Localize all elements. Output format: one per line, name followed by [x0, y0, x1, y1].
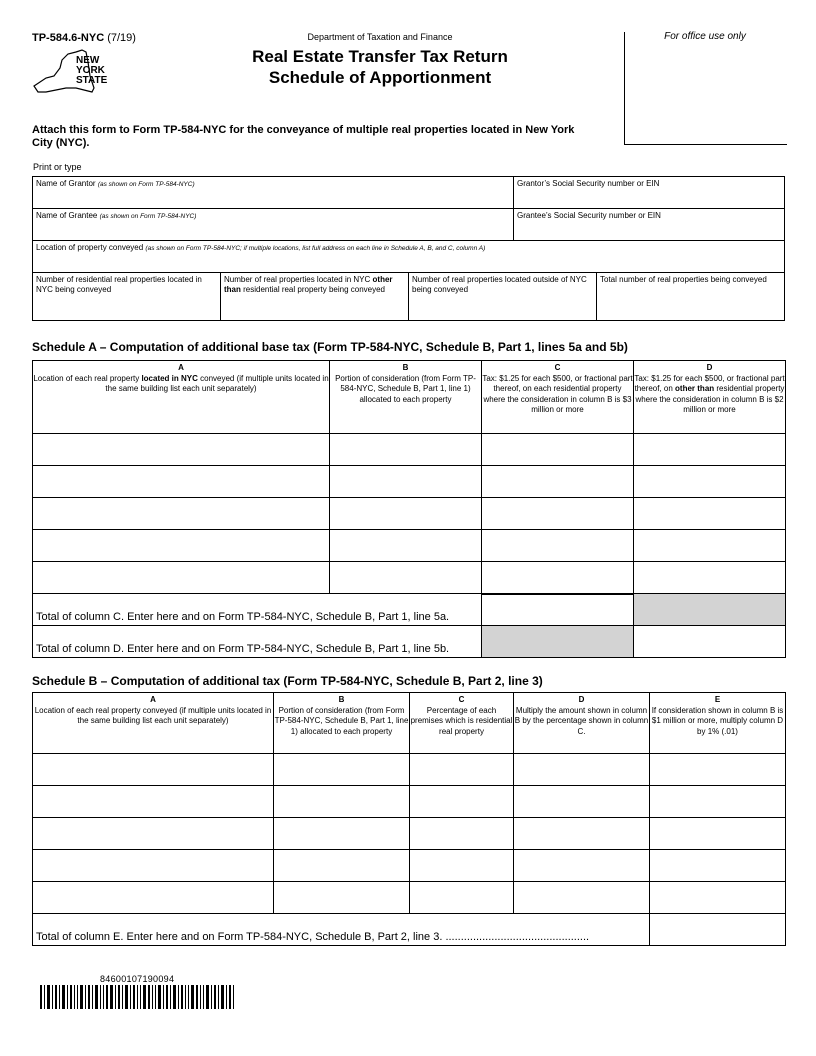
schedule-a-col-c-text: Tax: $1.25 for each $500, or fractional part thereof, on each residential property where the consideration in column B is $3 million or more	[482, 373, 633, 414]
schedule-a-col-d-letter: D	[706, 363, 713, 372]
grantee-name-label: Name of Grantee	[36, 211, 98, 220]
schedule-b-col-b-letter: B	[338, 695, 345, 704]
schedule-a-total-c-row	[33, 594, 786, 626]
logo-word-york: YORK	[76, 65, 105, 76]
schedule-a-col-c-letter: C	[554, 363, 561, 372]
schedule-b-col-d-letter: D	[578, 695, 585, 704]
schedule-b-col-d-header	[514, 693, 650, 754]
schedule-a-col-a-text-post: conveyed (if multiple units located in the same building list each unit separately)	[105, 373, 329, 393]
schedule-a-cell[interactable]	[482, 466, 634, 498]
schedule-b-cell[interactable]	[33, 818, 274, 850]
office-use-box	[624, 32, 787, 145]
grantee-name-field[interactable]	[32, 208, 514, 241]
schedule-b-col-a-text: Location of each real property conveyed (if multiple units located in the same building list each unit separately)	[34, 705, 272, 725]
schedule-b-cell[interactable]	[33, 850, 274, 882]
grantor-ssn-label: Grantor’s Social Security number or EIN	[517, 179, 660, 188]
schedule-b-total-e-row	[33, 914, 786, 946]
schedule-a-cell[interactable]	[482, 562, 634, 594]
table-row	[33, 466, 786, 498]
schedule-b-cell[interactable]	[514, 786, 650, 818]
table-row	[33, 754, 786, 786]
schedule-a-total-d-input[interactable]	[634, 626, 786, 658]
schedule-a-header-row	[33, 361, 786, 434]
schedule-b-col-d-text: Multiply the amount shown in column B by the percentage shown in column C.	[514, 705, 649, 736]
num-other-label-bold: other than	[224, 275, 393, 294]
schedule-b-col-a-letter: A	[150, 695, 156, 704]
num-other-field[interactable]	[220, 272, 409, 321]
num-outside-field[interactable]	[408, 272, 597, 321]
schedule-a-col-d-text-post: residential property where the consideration in column B is $2 million or more	[635, 384, 785, 414]
logo-word-new: NEW	[76, 55, 100, 66]
property-location-note: (as shown on Form TP-584-NYC; if multiple locations, list full address on each line in Schedule A, B, and C, column A)	[145, 245, 486, 252]
schedule-b-total-e-label: Total of column E. Enter here and on Form TP-584-NYC, Schedule B, Part 2, line 3. ...............................................	[33, 914, 650, 946]
num-outside-label: Number of real properties located outside of NYC being conveyed	[412, 275, 587, 294]
num-total-label: Total number of real properties being conveyed	[600, 275, 767, 284]
schedule-a-col-b-letter: B	[402, 363, 409, 372]
schedule-b-cell[interactable]	[410, 786, 514, 818]
grantee-ssn-field[interactable]	[513, 208, 785, 241]
form-number	[32, 32, 136, 44]
nys-logo-icon	[32, 48, 114, 98]
form-number-code: TP-584.6-NYC	[32, 32, 105, 44]
schedule-a-cell[interactable]	[33, 562, 330, 594]
schedule-a-col-b-header	[330, 361, 482, 434]
schedule-a-cell[interactable]	[330, 466, 482, 498]
schedule-b-cell[interactable]	[274, 818, 410, 850]
schedule-a-col-c-header	[482, 361, 634, 434]
table-row	[33, 786, 786, 818]
schedule-a-title: Schedule A – Computation of additional base tax (Form TP-584-NYC, Schedule B, Part 1, lines 5a and 5b)	[32, 340, 628, 354]
attach-instruction: Attach this form to Form TP-584-NYC for the conveyance of multiple real properties located in New York City (NYC).	[32, 124, 575, 149]
schedule-a-cell[interactable]	[634, 466, 786, 498]
schedule-a-col-a-text-bold: located in NYC	[141, 373, 198, 383]
num-residential-label: Number of residential real properties located in NYC being conveyed	[36, 275, 202, 294]
schedule-b-cell[interactable]	[33, 786, 274, 818]
grantor-name-label: Name of Grantor	[36, 179, 96, 188]
schedule-a-col-b-text: Portion of consideration (from Form TP-584-NYC, Schedule B, Part 1, line 1) allocated to each property	[335, 373, 476, 404]
schedule-b-cell[interactable]	[514, 882, 650, 914]
num-residential-field[interactable]	[32, 272, 221, 321]
table-row	[33, 850, 786, 882]
schedule-b-col-c-letter: C	[458, 695, 465, 704]
schedule-b-cell[interactable]	[274, 786, 410, 818]
schedule-a-col-d-text-pre: Tax: $1.25 for each $500, or fractional part thereof, on	[634, 373, 785, 393]
logo-word-state: STATE	[76, 75, 108, 86]
department-name: Department of Taxation and Finance	[307, 32, 453, 42]
schedule-b-col-b-header	[274, 693, 410, 754]
schedule-b-cell[interactable]	[514, 754, 650, 786]
schedule-a-cell[interactable]	[330, 498, 482, 530]
schedule-b-cell[interactable]	[650, 882, 786, 914]
schedule-a-cell[interactable]	[634, 562, 786, 594]
schedule-a-cell[interactable]	[330, 434, 482, 466]
schedule-a-cell[interactable]	[33, 434, 330, 466]
print-or-type-label: Print or type	[33, 162, 82, 172]
schedule-b-cell[interactable]	[274, 754, 410, 786]
schedule-a-total-c-shaded	[634, 594, 786, 626]
schedule-b-cell[interactable]	[514, 818, 650, 850]
grantee-name-note: (as shown on Form TP-584-NYC)	[99, 213, 197, 220]
schedule-a-cell[interactable]	[33, 466, 330, 498]
schedule-a-total-c-label: Total of column C. Enter here and on Form TP-584-NYC, Schedule B, Part 1, line 5a.	[33, 594, 482, 626]
schedule-a-total-d-row	[33, 626, 786, 658]
schedule-a-total-d-shaded	[482, 626, 634, 658]
schedule-a-cell[interactable]	[330, 530, 482, 562]
table-row	[33, 562, 786, 594]
schedule-b-cell[interactable]	[410, 882, 514, 914]
schedule-b-cell[interactable]	[274, 882, 410, 914]
form-title	[230, 46, 530, 88]
form-title-line2: Schedule of Apportionment	[268, 68, 492, 87]
form-number-date: (7/19)	[107, 32, 136, 44]
property-location-label: Location of property conveyed	[36, 243, 144, 252]
num-other-label-post: residential real property being conveyed	[243, 285, 385, 294]
num-total-field[interactable]	[596, 272, 785, 321]
schedule-b-cell[interactable]	[650, 818, 786, 850]
grantor-name-note: (as shown on Form TP-584-NYC)	[97, 181, 195, 188]
schedule-a-col-d-text-bold: other than	[675, 384, 715, 393]
schedule-b-col-b-text: Portion of consideration (from Form TP-584-NYC, Schedule B, Part 1, line 1) allocated to each property	[274, 705, 409, 736]
grantor-name-field[interactable]	[32, 176, 514, 209]
grantee-ssn-label: Grantee’s Social Security number or EIN	[517, 211, 661, 220]
schedule-b-col-c-header	[410, 693, 514, 754]
schedule-a-total-c-input[interactable]	[482, 594, 634, 626]
form-title-line1: Real Estate Transfer Tax Return	[252, 47, 508, 66]
schedule-b-cell[interactable]	[274, 850, 410, 882]
schedule-a-cell[interactable]	[482, 498, 634, 530]
table-row	[33, 882, 786, 914]
table-row	[33, 818, 786, 850]
schedule-b-cell[interactable]	[410, 850, 514, 882]
schedule-b-table	[32, 692, 786, 946]
schedule-b-total-e-input[interactable]	[650, 914, 786, 946]
schedule-a-cell[interactable]	[33, 498, 330, 530]
schedule-a-col-a-letter: A	[178, 363, 184, 372]
schedule-a-col-a-header	[33, 361, 330, 434]
schedule-b-col-e-header	[650, 693, 786, 754]
table-row	[33, 530, 786, 562]
schedule-b-col-c-text: Percentage of each premises which is residential real property	[410, 705, 513, 736]
schedule-b-cell[interactable]	[650, 786, 786, 818]
barcode-number: 84600107190094	[100, 974, 175, 984]
property-location-field[interactable]	[32, 240, 785, 273]
schedule-b-cell[interactable]	[33, 882, 274, 914]
table-row	[33, 498, 786, 530]
schedule-b-title: Schedule B – Computation of additional tax (Form TP-584-NYC, Schedule B, Part 2, line 3)	[32, 674, 543, 688]
schedule-b-cell[interactable]	[410, 818, 514, 850]
schedule-b-col-e-letter: E	[714, 695, 721, 704]
schedule-b-header-row	[33, 693, 786, 754]
schedule-a-cell[interactable]	[634, 434, 786, 466]
schedule-a-cell[interactable]	[634, 498, 786, 530]
schedule-b-cell[interactable]	[33, 754, 274, 786]
barcode-icon	[40, 985, 236, 1009]
num-other-label-pre: Number of real properties located in NYC	[224, 275, 371, 284]
schedule-a-cell[interactable]	[482, 530, 634, 562]
office-use-label: For office use only	[664, 31, 746, 42]
grantor-ssn-field[interactable]	[513, 176, 785, 209]
schedule-a-cell[interactable]	[33, 530, 330, 562]
table-row	[33, 434, 786, 466]
schedule-a-col-d-header	[634, 361, 786, 434]
schedule-a-total-d-label: Total of column D. Enter here and on Form TP-584-NYC, Schedule B, Part 1, line 5b.	[33, 626, 482, 658]
schedule-a-col-a-text-pre: Location of each real property	[33, 373, 140, 383]
schedule-b-col-a-header	[33, 693, 274, 754]
schedule-a-table	[32, 360, 786, 658]
schedule-b-cell[interactable]	[650, 850, 786, 882]
schedule-b-cell[interactable]	[650, 754, 786, 786]
schedule-b-cell[interactable]	[410, 754, 514, 786]
schedule-a-cell[interactable]	[330, 562, 482, 594]
schedule-a-cell[interactable]	[634, 530, 786, 562]
schedule-b-col-e-text: If consideration shown in column B is $1 million or more, multiply column D by 1% (.01)	[651, 705, 784, 736]
schedule-b-cell[interactable]	[514, 850, 650, 882]
schedule-a-cell[interactable]	[482, 434, 634, 466]
